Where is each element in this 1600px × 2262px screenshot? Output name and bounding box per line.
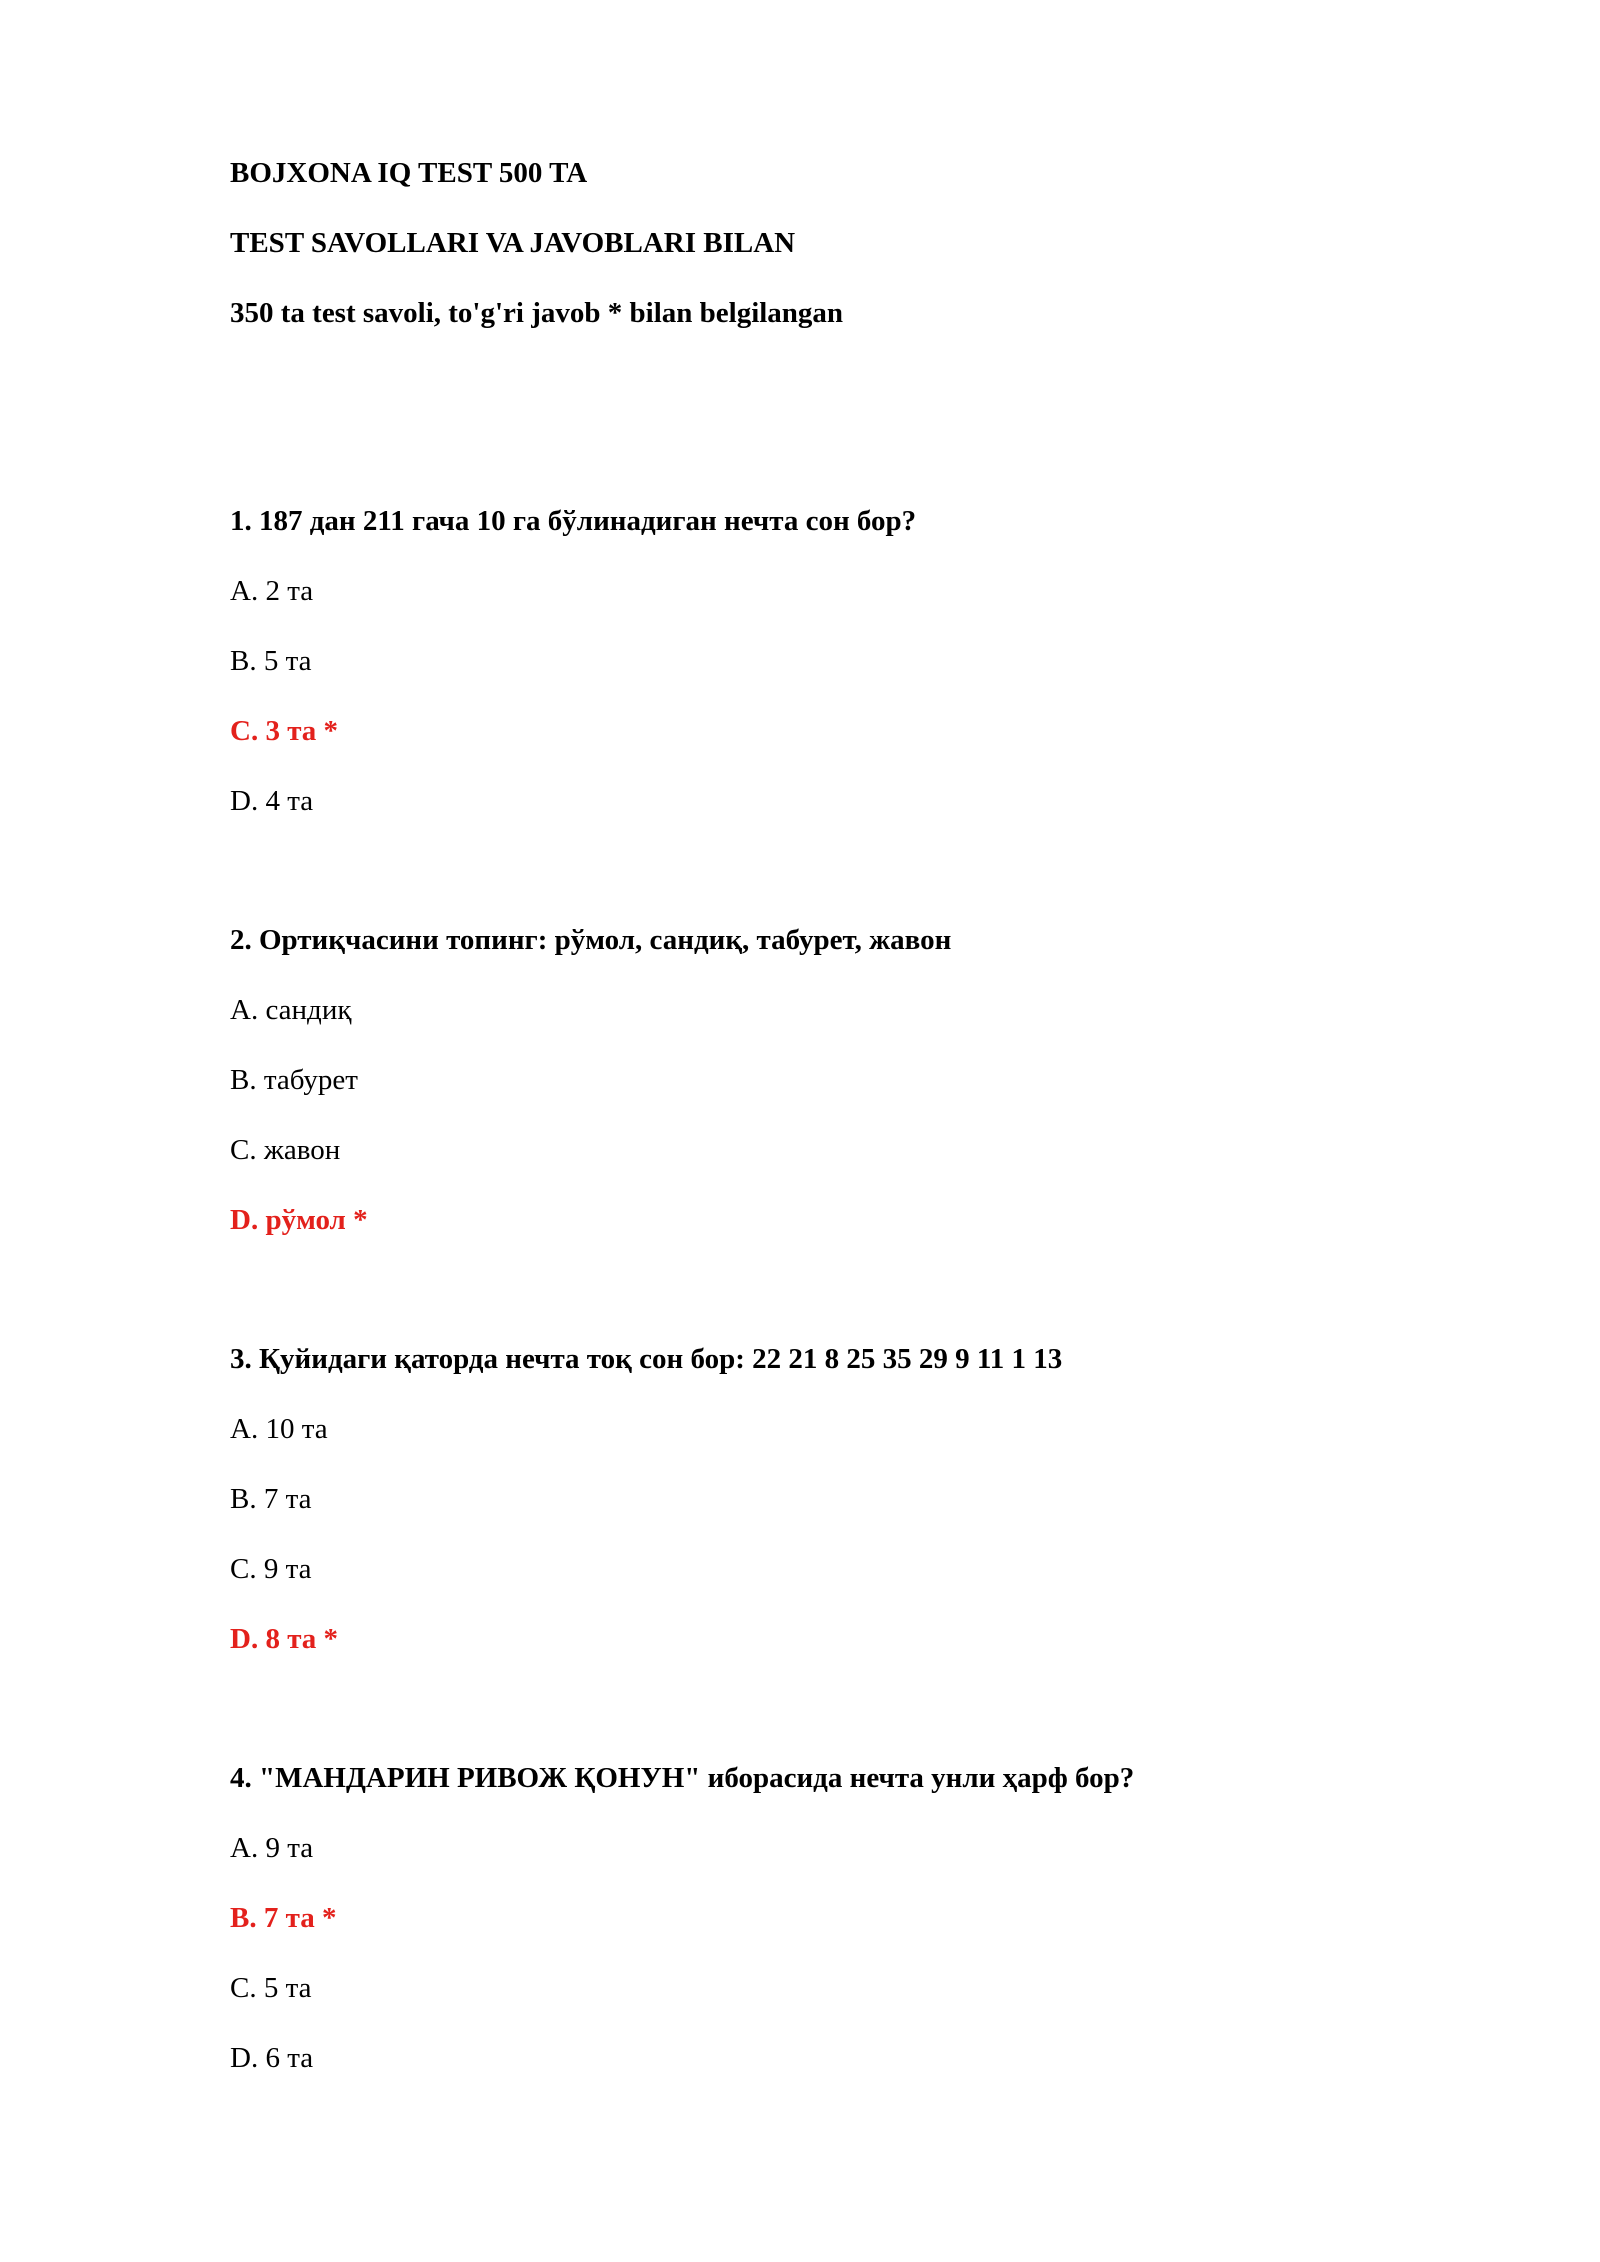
answer-option-correct: B. 7 та * bbox=[230, 1902, 337, 1934]
answer-option: D. 6 та bbox=[230, 2042, 314, 2074]
answer-option: C. 9 та bbox=[230, 1553, 312, 1585]
question-text: 3. Қуйидаги қаторда нечта тоқ сон бор: 22 21 8 25 35 29 9 11 1 13 bbox=[230, 1343, 1063, 1375]
answer-option: B. 7 та bbox=[230, 1483, 312, 1515]
answer-option: A. 2 та bbox=[230, 575, 314, 607]
question-text: 4. "МАНДАРИН РИВОЖ ҚОНУН" иборасида нечта унли ҳарф бор? bbox=[230, 1762, 1135, 1794]
answer-option: D. 4 та bbox=[230, 785, 314, 817]
answer-option: B. 5 та bbox=[230, 645, 312, 677]
answer-option: C. жавон bbox=[230, 1134, 341, 1166]
answer-option: A. 10 та bbox=[230, 1413, 328, 1445]
answer-option: A. 9 та bbox=[230, 1832, 314, 1864]
answer-option: C. 5 та bbox=[230, 1972, 312, 2004]
document-subtitle: TEST SAVOLLARI VA JAVOBLARI BILAN bbox=[230, 227, 796, 259]
answer-option: B. табурет bbox=[230, 1064, 358, 1096]
document-note: 350 ta test savoli, to'g'ri javob * bilan belgilangan bbox=[230, 297, 844, 329]
answer-option-correct: D. рўмол * bbox=[230, 1204, 368, 1236]
question-text: 1. 187 дан 211 гача 10 га бўлинадиган нечта сон бор? bbox=[230, 505, 917, 537]
answer-option: A. сандиқ bbox=[230, 994, 352, 1026]
answer-option-correct: D. 8 та * bbox=[230, 1623, 339, 1655]
answer-option-correct: C. 3 та * bbox=[230, 715, 339, 747]
document-title: BOJXONA IQ TEST 500 TA bbox=[230, 157, 588, 189]
question-text: 2. Ортиқчасини топинг: рўмол, сандиқ, табурет, жавон bbox=[230, 924, 952, 956]
